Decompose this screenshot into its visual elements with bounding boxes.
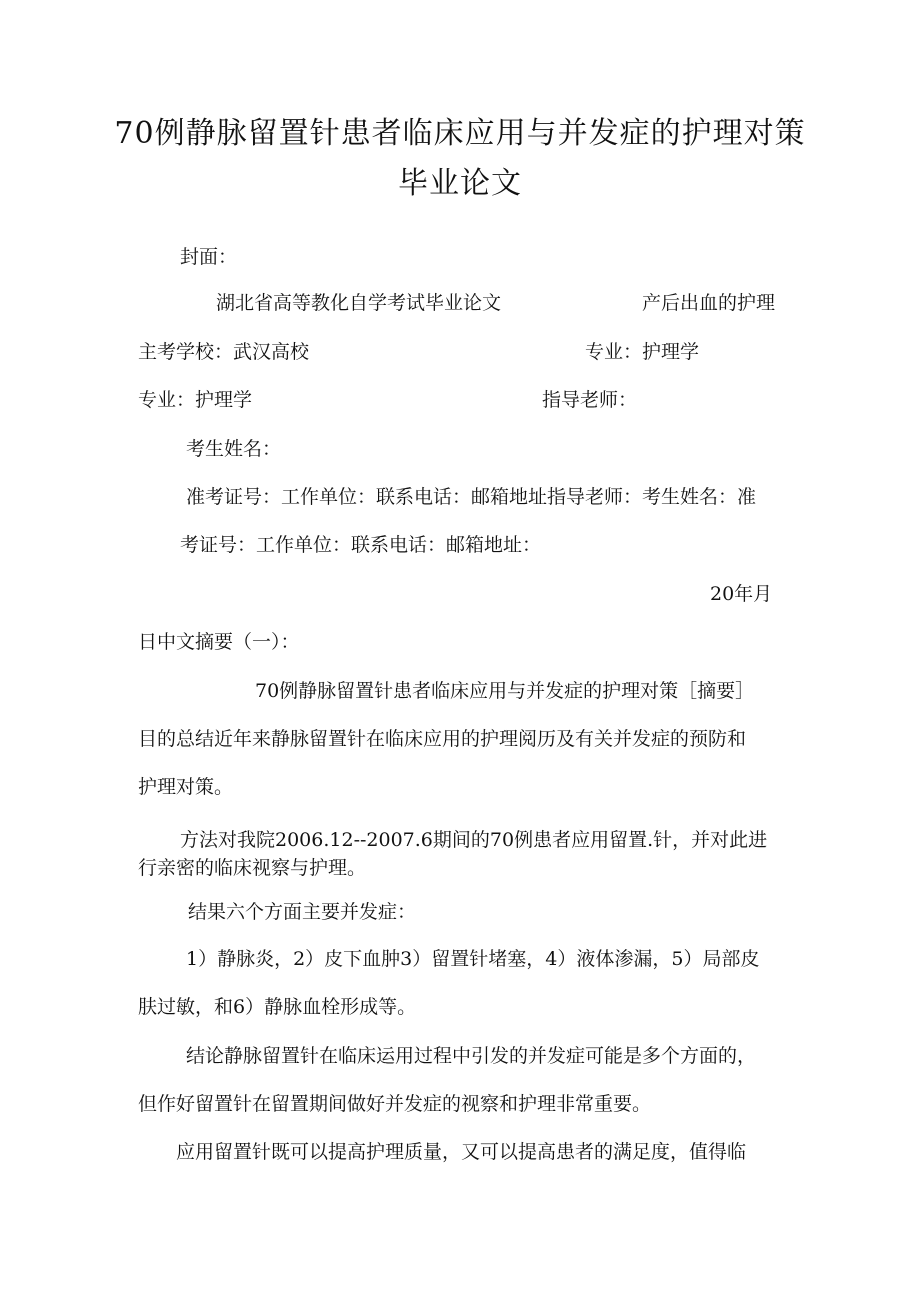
- student-name-field: 考生姓名：: [186, 438, 282, 460]
- advisor-field: 指导老师：: [542, 389, 638, 411]
- date-part-1: 20年月: [710, 583, 773, 605]
- info-line-2: 考证号：工作单位：联系电话：邮箱地址：: [180, 534, 542, 556]
- method-line-2: 行亲密的临床视察与护理。: [138, 857, 367, 879]
- result-heading: 结果六个方面主要并发症：: [188, 901, 417, 923]
- conclusion-line-1: 结论静脉留置针在临床运用过程中引发的并发症可能是多个方面的，: [186, 1045, 757, 1067]
- result-line-1: 1）静脉炎，2）皮下血肿3）留置针堵塞，4）液体渗漏，5）局部皮: [186, 948, 760, 970]
- objective-line-2: 护理对策。: [138, 776, 234, 798]
- objective-line-1: 目的总结近年来静脉留置针在临床应用的护理阅历及有关并发症的预防和: [138, 728, 747, 750]
- thesis-topic: 产后出血的护理: [642, 292, 776, 314]
- conclusion-line-2: 但作好留置针在留置期间做好并发症的视察和护理非常重要。: [138, 1093, 652, 1115]
- exam-title: 湖北省高等教化自学考试毕业论文: [216, 292, 502, 314]
- info-line-1: 准考证号：工作单位：联系电话：邮箱地址指导老师：考生姓名：准: [186, 486, 757, 508]
- abstract-heading: 70例静脉留置针患者临床应用与并发症的护理对策［摘要］: [255, 680, 755, 702]
- major-field-left: 专业：护理学: [138, 389, 253, 411]
- method-line-1: 方法对我院2006.12--2007.6期间的70例患者应用留置.针，并对此进: [180, 829, 768, 851]
- cover-label: 封面：: [180, 246, 238, 268]
- major-field-right: 专业：护理学: [585, 341, 700, 363]
- school-field: 主考学校：武汉高校: [138, 341, 310, 363]
- application-line-1: 应用留置针既可以提高护理质量，又可以提高患者的满足度，值得临: [176, 1141, 747, 1163]
- document-title-line-1: 70例静脉留置针患者临床应用与并发症的护理对策: [114, 116, 806, 151]
- document-title-line-2: 毕业论文: [398, 166, 522, 201]
- date-part-2: 日中文摘要（一）：: [138, 631, 300, 653]
- result-line-2: 肤过敏，和6）静脉血栓形成等。: [138, 996, 417, 1018]
